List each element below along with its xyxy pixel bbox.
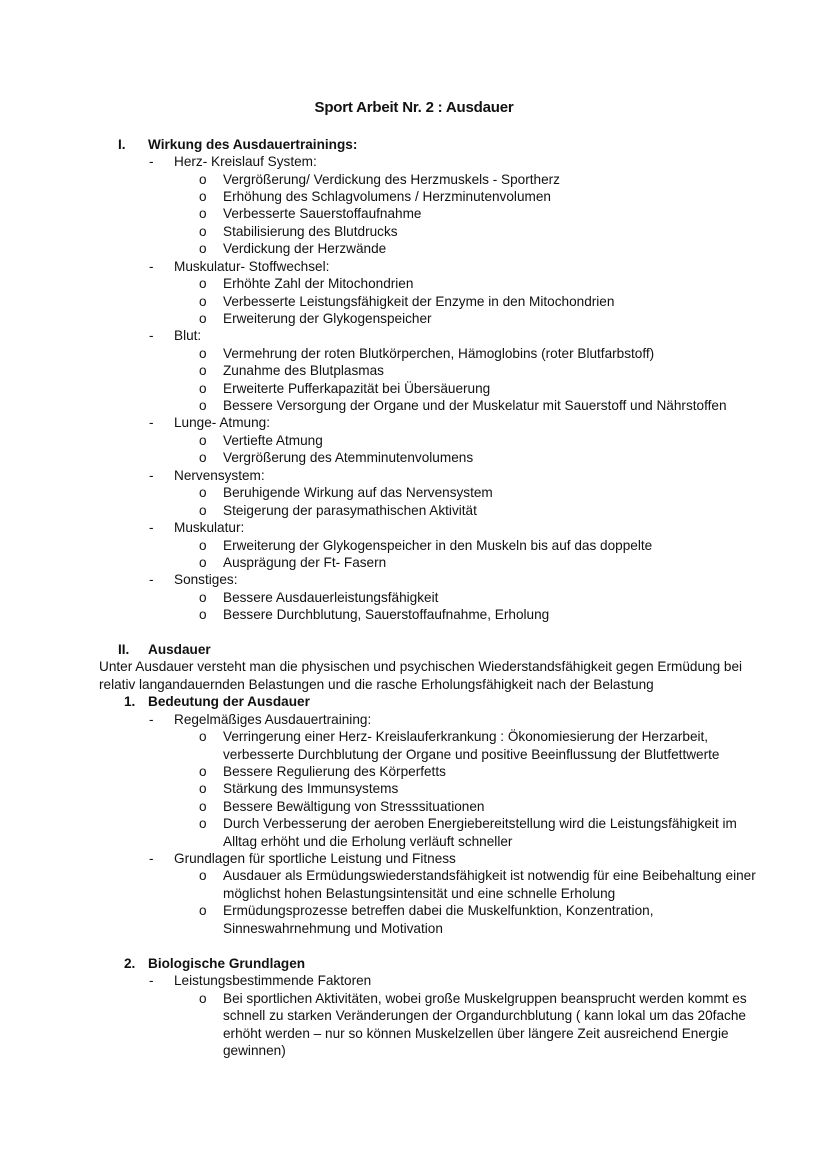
topic-line [0, 467, 828, 485]
list-item-text: Erweiterung der Glykogenspeicher in den Muskeln bis auf das doppelte [223, 538, 653, 553]
list-item [0, 780, 828, 798]
topic-label: Lunge- Atmung: [174, 415, 270, 430]
list-item-text: Erweiterung der Glykogenspeicher [223, 311, 432, 326]
topic-line [0, 153, 828, 171]
list-item [0, 537, 828, 555]
circle-bullet: o [199, 311, 207, 326]
topic-label: Nervensystem: [174, 468, 265, 483]
dash-bullet: - [149, 520, 154, 535]
list-item-text: Verdickung der Herzwände [223, 241, 387, 256]
document-title: Sport Arbeit Nr. 2 : Ausdauer [314, 99, 514, 116]
topic-line [0, 414, 828, 432]
circle-bullet: o [199, 363, 207, 378]
circle-bullet: o [199, 903, 207, 918]
topic-line [0, 571, 828, 589]
list-item-text: Vergrößerung/ Verdickung des Herzmuskels - Sportherz [223, 172, 560, 187]
dash-bullet: - [149, 468, 154, 483]
list-item-text: Vertiefte Atmung [223, 433, 323, 448]
circle-bullet: o [199, 433, 207, 448]
paragraph-line [0, 658, 828, 676]
list-item-continuation [0, 885, 828, 903]
circle-bullet: o [199, 503, 207, 518]
circle-bullet: o [199, 590, 207, 605]
list-item-continuation [0, 833, 828, 851]
list-item-continuation [0, 1007, 828, 1025]
subsection-title: Biologische Grundlagen [148, 956, 306, 971]
dash-bullet: - [149, 851, 154, 866]
section-1-heading [0, 136, 828, 154]
section-2-heading [0, 641, 828, 659]
circle-bullet: o [199, 294, 207, 309]
list-item-text: Alltag erhöht und die Erholung verläuft schneller [223, 834, 513, 849]
topic-label: Herz- Kreislauf System: [174, 154, 317, 169]
circle-bullet: o [199, 781, 207, 796]
list-item [0, 362, 828, 380]
list-item [0, 380, 828, 398]
list-item-continuation [0, 1042, 828, 1060]
circle-bullet: o [199, 799, 207, 814]
list-item-text: Steigerung der parasymathischen Aktivität [223, 503, 477, 518]
topic-label: Leistungsbestimmende Faktoren [174, 973, 372, 988]
topic-label: Blut: [174, 328, 202, 343]
list-item-text: Verbesserte Sauerstoffaufnahme [223, 206, 422, 221]
list-item [0, 606, 828, 624]
list-item-text: Stärkung des Immunsystems [223, 781, 399, 796]
list-item-text: Ausprägung der Ft- Fasern [223, 555, 387, 570]
subsection-number: 2. [124, 956, 136, 971]
dash-bullet: - [149, 572, 154, 587]
section-title: Ausdauer [148, 642, 211, 657]
list-item [0, 798, 828, 816]
topic-label: Muskulatur: [174, 520, 245, 535]
topic-line [0, 711, 828, 729]
list-item-continuation [0, 1025, 828, 1043]
list-item [0, 815, 828, 833]
circle-bullet: o [199, 381, 207, 396]
subsection-2-heading [0, 955, 828, 973]
dash-bullet: - [149, 259, 154, 274]
section-title: Wirkung des Ausdauertrainings: [148, 137, 358, 152]
list-item-text: Erhöhte Zahl der Mitochondrien [223, 276, 414, 291]
circle-bullet: o [199, 538, 207, 553]
circle-bullet: o [199, 241, 207, 256]
list-item-text: möglichst hohen Belastungsintensität und eine schnelle Erholung [223, 886, 616, 901]
list-item [0, 728, 828, 746]
circle-bullet: o [199, 607, 207, 622]
topic-label: Muskulatur- Stoffwechsel: [174, 259, 330, 274]
list-item-text: Erhöhung des Schlagvolumens / Herzminutenvolumen [223, 189, 551, 204]
list-item-continuation [0, 746, 828, 764]
list-item [0, 902, 828, 920]
circle-bullet: o [199, 450, 207, 465]
subsection-number: 1. [124, 694, 136, 709]
topic-line [0, 972, 828, 990]
paragraph-text: Unter Ausdauer versteht man die physischen und psychischen Wiederstandsfähigkeit gegen Ermüdung bei [99, 659, 743, 674]
list-item [0, 310, 828, 328]
list-item [0, 171, 828, 189]
circle-bullet: o [199, 398, 207, 413]
list-item-text: Erweiterte Pufferkapazität bei Übersäuerung [223, 381, 491, 396]
circle-bullet: o [199, 189, 207, 204]
list-item [0, 240, 828, 258]
list-item [0, 589, 828, 607]
list-item-text: erhöht werden – nur so können Muskelzellen über längere Zeit ausreichend Energie [223, 1026, 729, 1041]
list-item [0, 867, 828, 885]
topic-label: Regelmäßiges Ausdauertraining: [174, 712, 372, 727]
list-item-text: Vergrößerung des Atemminutenvolumens [223, 450, 474, 465]
list-item-text: schnell zu starken Veränderungen der Organdurchblutung ( kann lokal um das 20fache [223, 1008, 746, 1023]
list-item [0, 275, 828, 293]
list-item-text: Ausdauer als Ermüdungswiederstandsfähigkeit ist notwendig für eine Beibehaltung einer [223, 868, 756, 883]
section-number: I. [118, 137, 126, 152]
section-number: II. [118, 642, 130, 657]
circle-bullet: o [199, 816, 207, 831]
list-item-text: Ermüdungsprozesse betreffen dabei die Muskelfunktion, Konzentration, [223, 903, 654, 918]
list-item [0, 397, 828, 415]
list-item [0, 990, 828, 1008]
circle-bullet: o [199, 991, 207, 1006]
dash-bullet: - [149, 712, 154, 727]
topic-line [0, 850, 828, 868]
circle-bullet: o [199, 276, 207, 291]
list-item [0, 223, 828, 241]
list-item-text: Sinneswahrnehmung und Motivation [223, 921, 443, 936]
list-item [0, 449, 828, 467]
circle-bullet: o [199, 224, 207, 239]
list-item-text: Bessere Ausdauerleistungsfähigkeit [223, 590, 439, 605]
circle-bullet: o [199, 764, 207, 779]
topic-line [0, 258, 828, 276]
list-item-continuation [0, 920, 828, 938]
dash-bullet: - [149, 973, 154, 988]
list-item [0, 345, 828, 363]
topic-line [0, 327, 828, 345]
paragraph-line [0, 676, 828, 694]
list-item [0, 205, 828, 223]
circle-bullet: o [199, 729, 207, 744]
list-item [0, 484, 828, 502]
dash-bullet: - [149, 415, 154, 430]
topic-label: Sonstiges: [174, 572, 238, 587]
list-item-text: Bessere Regulierung des Körperfetts [223, 764, 446, 779]
subsection-title: Bedeutung der Ausdauer [148, 694, 310, 709]
dash-bullet: - [149, 328, 154, 343]
subsection-1-heading [0, 693, 828, 711]
list-item-text: Zunahme des Blutplasmas [223, 363, 384, 378]
list-item [0, 432, 828, 450]
list-item-text: Durch Verbesserung der aeroben Energiebereitstellung wird die Leistungsfähigkeit im [223, 816, 737, 831]
list-item-text: Beruhigende Wirkung auf das Nervensystem [223, 485, 493, 500]
list-item [0, 763, 828, 781]
list-item-text: verbesserte Durchblutung der Organe und positive Beeinflussung der Blutfettwerte [223, 747, 720, 762]
list-item-text: Bessere Bewältigung von Stresssituationen [223, 799, 485, 814]
circle-bullet: o [199, 555, 207, 570]
list-item-text: Bessere Versorgung der Organe und der Muskelatur mit Sauerstoff und Nährstoffen [223, 398, 727, 413]
list-item [0, 293, 828, 311]
list-item-text: Bessere Durchblutung, Sauerstoffaufnahme, Erholung [223, 607, 550, 622]
list-item [0, 188, 828, 206]
circle-bullet: o [199, 346, 207, 361]
list-item-text: gewinnen) [223, 1043, 286, 1058]
list-item-text: Verringerung einer Herz- Kreislauferkrankung : Ökonomiesierung der Herzarbeit, [223, 729, 709, 744]
list-item [0, 554, 828, 572]
circle-bullet: o [199, 206, 207, 221]
list-item-text: Verbesserte Leistungsfähigkeit der Enzyme in den Mitochondrien [223, 294, 615, 309]
circle-bullet: o [199, 868, 207, 883]
paragraph-text: relativ langandauernden Belastungen und die rasche Erholungsfähigkeit nach der Belastung [99, 677, 654, 692]
circle-bullet: o [199, 485, 207, 500]
list-item [0, 502, 828, 520]
topic-line [0, 519, 828, 537]
list-item-text: Bei sportlichen Aktivitäten, wobei große Muskelgruppen beansprucht werden kommt es [223, 991, 747, 1006]
circle-bullet: o [199, 172, 207, 187]
dash-bullet: - [149, 154, 154, 169]
topic-label: Grundlagen für sportliche Leistung und Fitness [174, 851, 456, 866]
list-item-text: Stabilisierung des Blutdrucks [223, 224, 398, 239]
list-item-text: Vermehrung der roten Blutkörperchen, Hämoglobins (roter Blutfarbstoff) [223, 346, 655, 361]
